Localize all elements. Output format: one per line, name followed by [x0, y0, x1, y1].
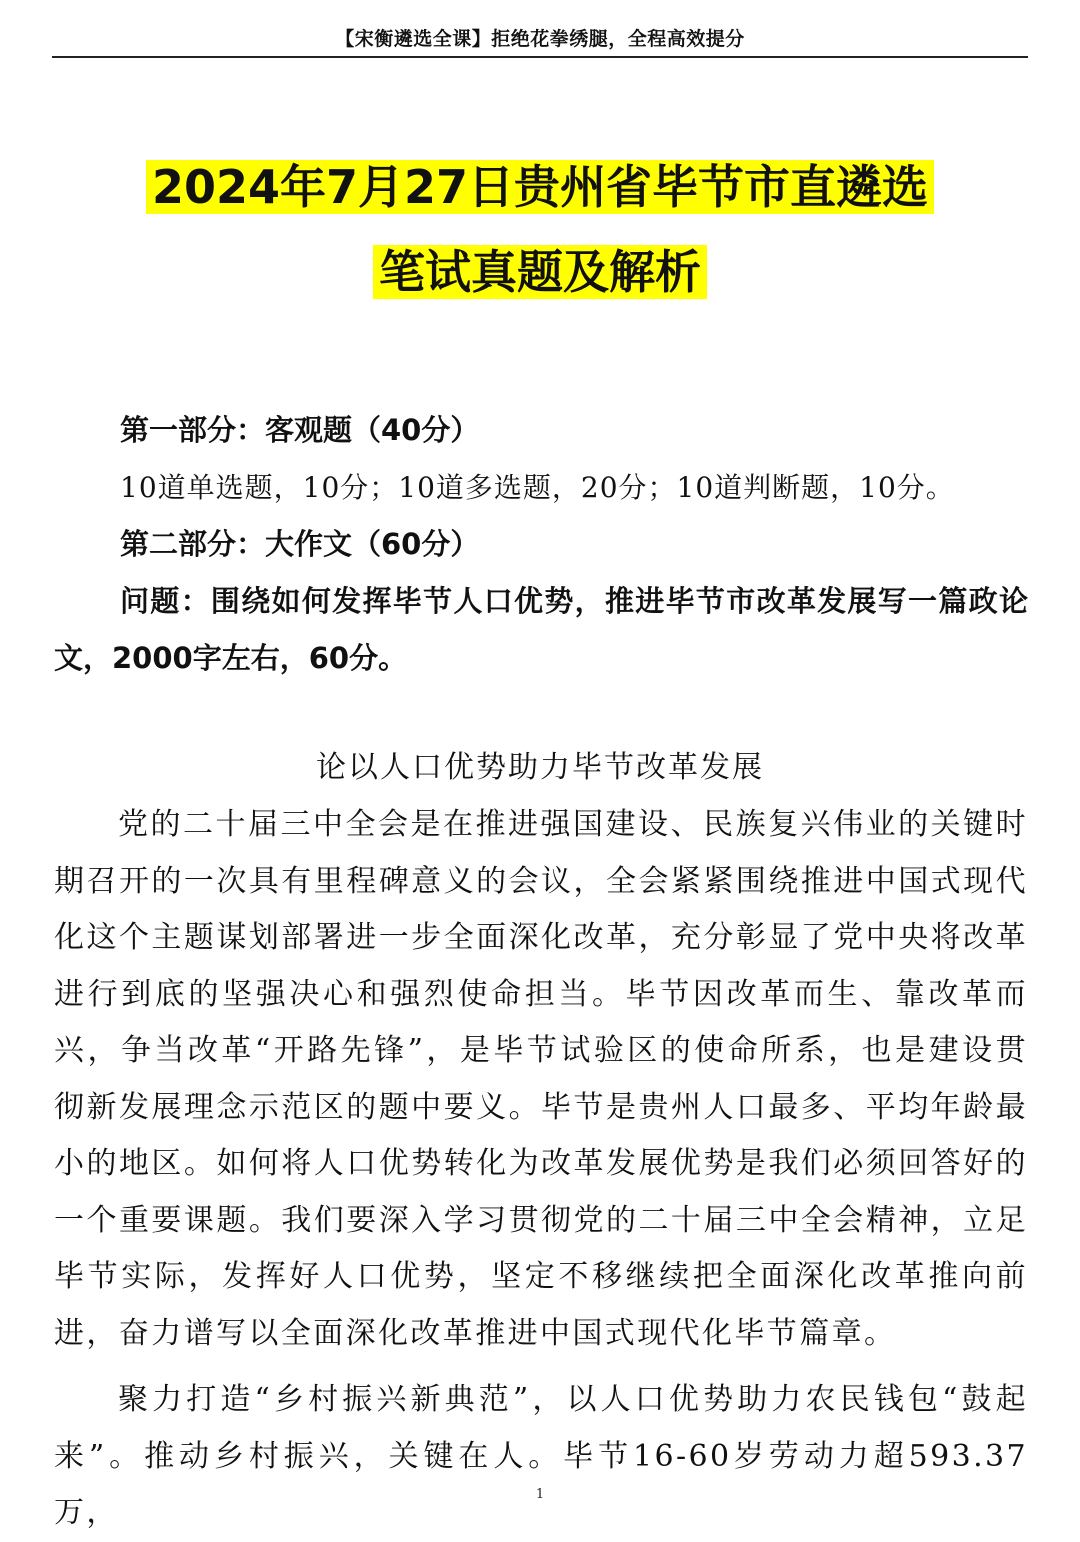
part2-heading: 第二部分：大作文（60分） [120, 527, 480, 561]
header-banner: 【宋衡遴选全课】拒绝花拳绣腿，全程高效提分 [335, 28, 745, 50]
exam-structure [54, 402, 1028, 687]
part1-detail: 10道单选题，10分；10道多选题，20分；10道判断题，10分。 [120, 471, 955, 504]
page-number: 1 [535, 1487, 545, 1502]
title-highlight-2: 笔试真题及解析 [373, 245, 707, 299]
essay-title: 论以人口优势助力毕节改革发展 [316, 750, 764, 785]
part1-heading: 第一部分：客观题（40分） [120, 413, 480, 447]
essay-paragraph-1: 党的二十届三中全会是在推进强国建设、民族复兴伟业的关键时期召开的一次具有里程碑意义的会议，全会紧紧围绕推进中国式现代化这个主题谋划部署进一步全面深化改革，充分彰显了党中央将改革进行到底的坚强决心和强烈使命担当。毕节因改革而生、靠改革而兴，争当改革“开路先锋”，是毕节试验区的使命所系，也是建设贯彻新发展理念示范区的题中要义。毕节是贵州人口最多、平均年龄最小的地区。如何将人口优势转化为改革发展优势是我们必须回答好的一个重要课题。我们要深入学习贯彻党的二十届三中全会精神，立足毕节实际，发挥好人口优势，坚定不移继续把全面深化改革推向前进，奋力谱写以全面深化改革推进中国式现代化毕节篇章。 [54, 807, 1028, 1351]
document-title-line-2 [0, 239, 1080, 305]
document-title-line-1 [0, 154, 1080, 220]
essay-paragraph-2: 聚力打造“乡村振兴新典范”，以人口优势助力农民钱包“鼓起来”。推动乡村振兴，关键在人。毕节16-60岁劳动力超593.37万， [54, 1382, 1028, 1530]
essay-question: 问题：围绕如何发挥毕节人口优势，推进毕节市改革发展写一篇政论文，2000字左右，60分。 [54, 584, 1028, 675]
header-divider [52, 56, 1028, 58]
title-highlight-1: 2024年7月27日贵州省毕节市直遴选 [146, 160, 934, 214]
essay-body [54, 797, 1028, 1542]
